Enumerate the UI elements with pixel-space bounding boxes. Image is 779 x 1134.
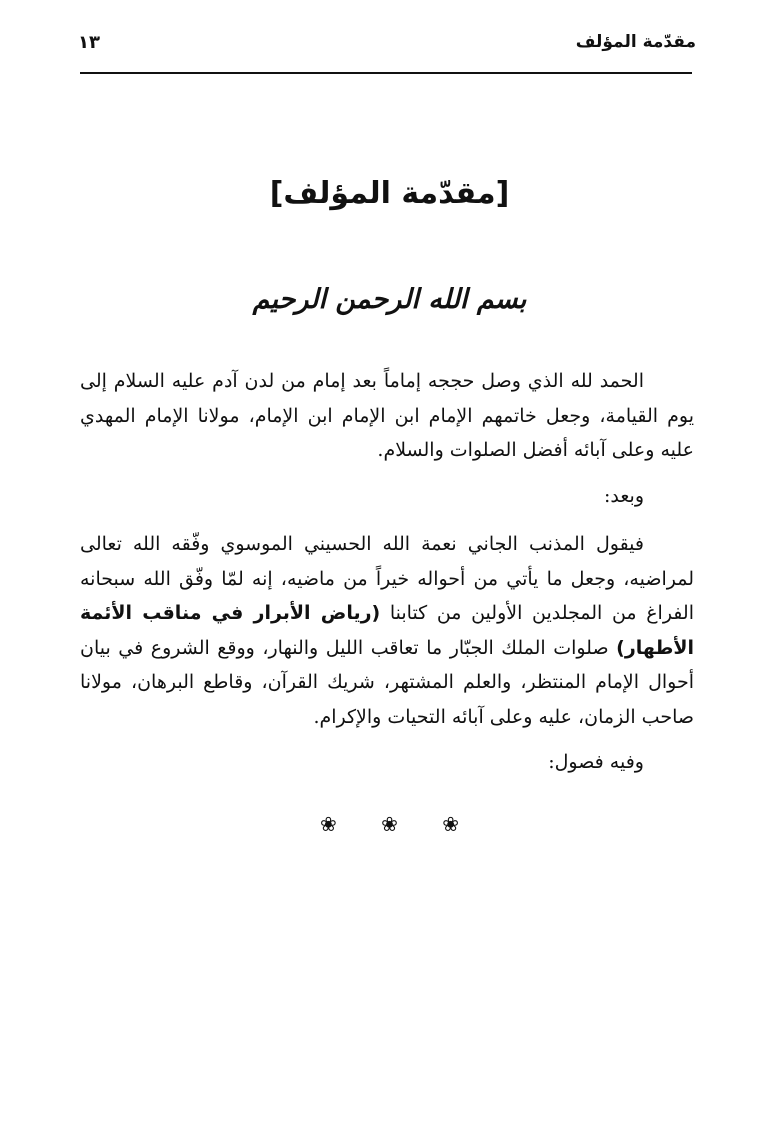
chapter-title: [مقدّمة المؤلف]	[269, 176, 510, 211]
running-title: مقدّمة المؤلف	[575, 32, 696, 52]
flower-ornament-icon: ❀	[319, 812, 337, 836]
paragraph-opening: الحمد لله الذي وصل حججه إماماً بعد إمام من لدن آدم عليه السلام إلى يوم القيامة، وجعل خاتمهم الإمام ابن الإمام ابن الإمام، مولانا الإمام المهدي عليه وعلى آبائه أفضل الصلوات والسلام.	[80, 370, 694, 461]
basmala-calligraphy: بسم الله الرحمن الرحيم	[252, 284, 527, 315]
book-title: (رياض الأبرار في مناقب الأئمة الأطهار)	[80, 602, 694, 659]
flower-ornament-icon: ❀	[442, 812, 459, 836]
ornament-divider	[0, 812, 779, 836]
flower-ornament-icon: ❀	[381, 812, 398, 836]
paragraph-wa-bad: وبعد:	[603, 484, 644, 507]
running-header	[78, 28, 696, 62]
header-rule	[80, 72, 692, 74]
paragraph-sections: وفيه فصول:	[548, 751, 644, 773]
page-number: ١٣	[78, 32, 100, 53]
paragraph-main-start: فيقول المذنب الجاني نعمة الله الحسيني الموسوي وفّقه الله تعالى لمراضيه، وجعل ما يأتي من أحواله خيراً من ماضيه، إنه لمّا وفّق الله سبحانه الفراغ من المجلدين الأولين من كتابنا	[80, 533, 694, 624]
body-text	[80, 364, 694, 794]
paragraph-main	[80, 527, 694, 734]
paragraph-main-end: صلوات الملك الجبّار ما تعاقب الليل والنهار، ووقع الشروع في بيان أحوال الإمام المنتظر، والعلم المشتهر، شريك القرآن، وقاطع البرهان، مولانا صاحب الزمان، عليه وعلى آبائه التحيات والإكرام.	[80, 636, 694, 728]
